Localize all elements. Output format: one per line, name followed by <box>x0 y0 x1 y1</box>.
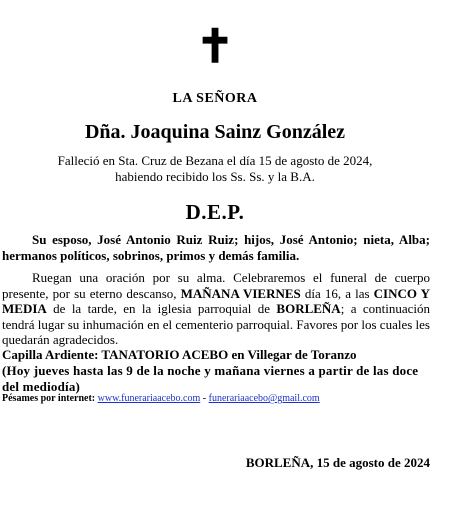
website-link[interactable]: www.funerariaacebo.com <box>97 393 201 404</box>
condolences-line <box>2 393 442 404</box>
email-link[interactable]: funerariaacebo@gmail.com <box>208 393 320 404</box>
funeral-hour: CINCO Y MEDIA <box>2 285 431 316</box>
visiting-hours: (Hoy jueves hasta las 9 de la noche y mañana viernes a partir de las doce del mediodía) <box>2 363 419 394</box>
funeral-paragraph <box>2 270 430 348</box>
death-notice-line-2: habiendo recibido los Ss. Ss. y la B.A. <box>115 169 315 184</box>
rest-in-peace-heading: D.E.P. <box>185 200 245 224</box>
place-date-signoff: BORLEÑA, 15 de agosto de 2024 <box>245 455 430 470</box>
honorific-title: LA SEÑORA <box>172 91 258 106</box>
funeral-text-2: día 16, a las <box>300 285 374 301</box>
death-notice-line-1: Falleció en Sta. Cruz de Bezana el día 15 de agosto de 2024, <box>57 153 373 168</box>
funeral-text-4: ; a continuación tendrá lugar su inhumación en el cementerio parroquial. Favores por los cuales les quedarán agradecidos. <box>2 301 430 347</box>
funeral-text-1: Ruegan una oración por su alma. Celebraremos el funeral de cuerpo presente, por su eterno descanso, <box>2 270 430 301</box>
funeral-text-3: de la tarde, en la iglesia parroquial de <box>46 301 277 316</box>
cross-icon: ✝ <box>195 21 235 72</box>
funeral-day: MAÑANA VIERNES <box>180 285 301 301</box>
condolences-separator: - <box>200 393 209 404</box>
family-paragraph: Su esposo, José Antonio Ruiz Ruiz; hijos, José Antonio; nieta, Alba; hermanos políticos, sobrinos, primos y demás familia. <box>2 232 430 263</box>
condolences-label: Pésames por internet: <box>2 393 96 404</box>
chapel-info: Capilla Ardiente: TANATORIO ACEBO en Villegar de Toranzo <box>2 347 357 362</box>
funeral-place: BORLEÑA <box>276 301 341 316</box>
deceased-name: Dña. Joaquina Sainz González <box>84 121 346 143</box>
